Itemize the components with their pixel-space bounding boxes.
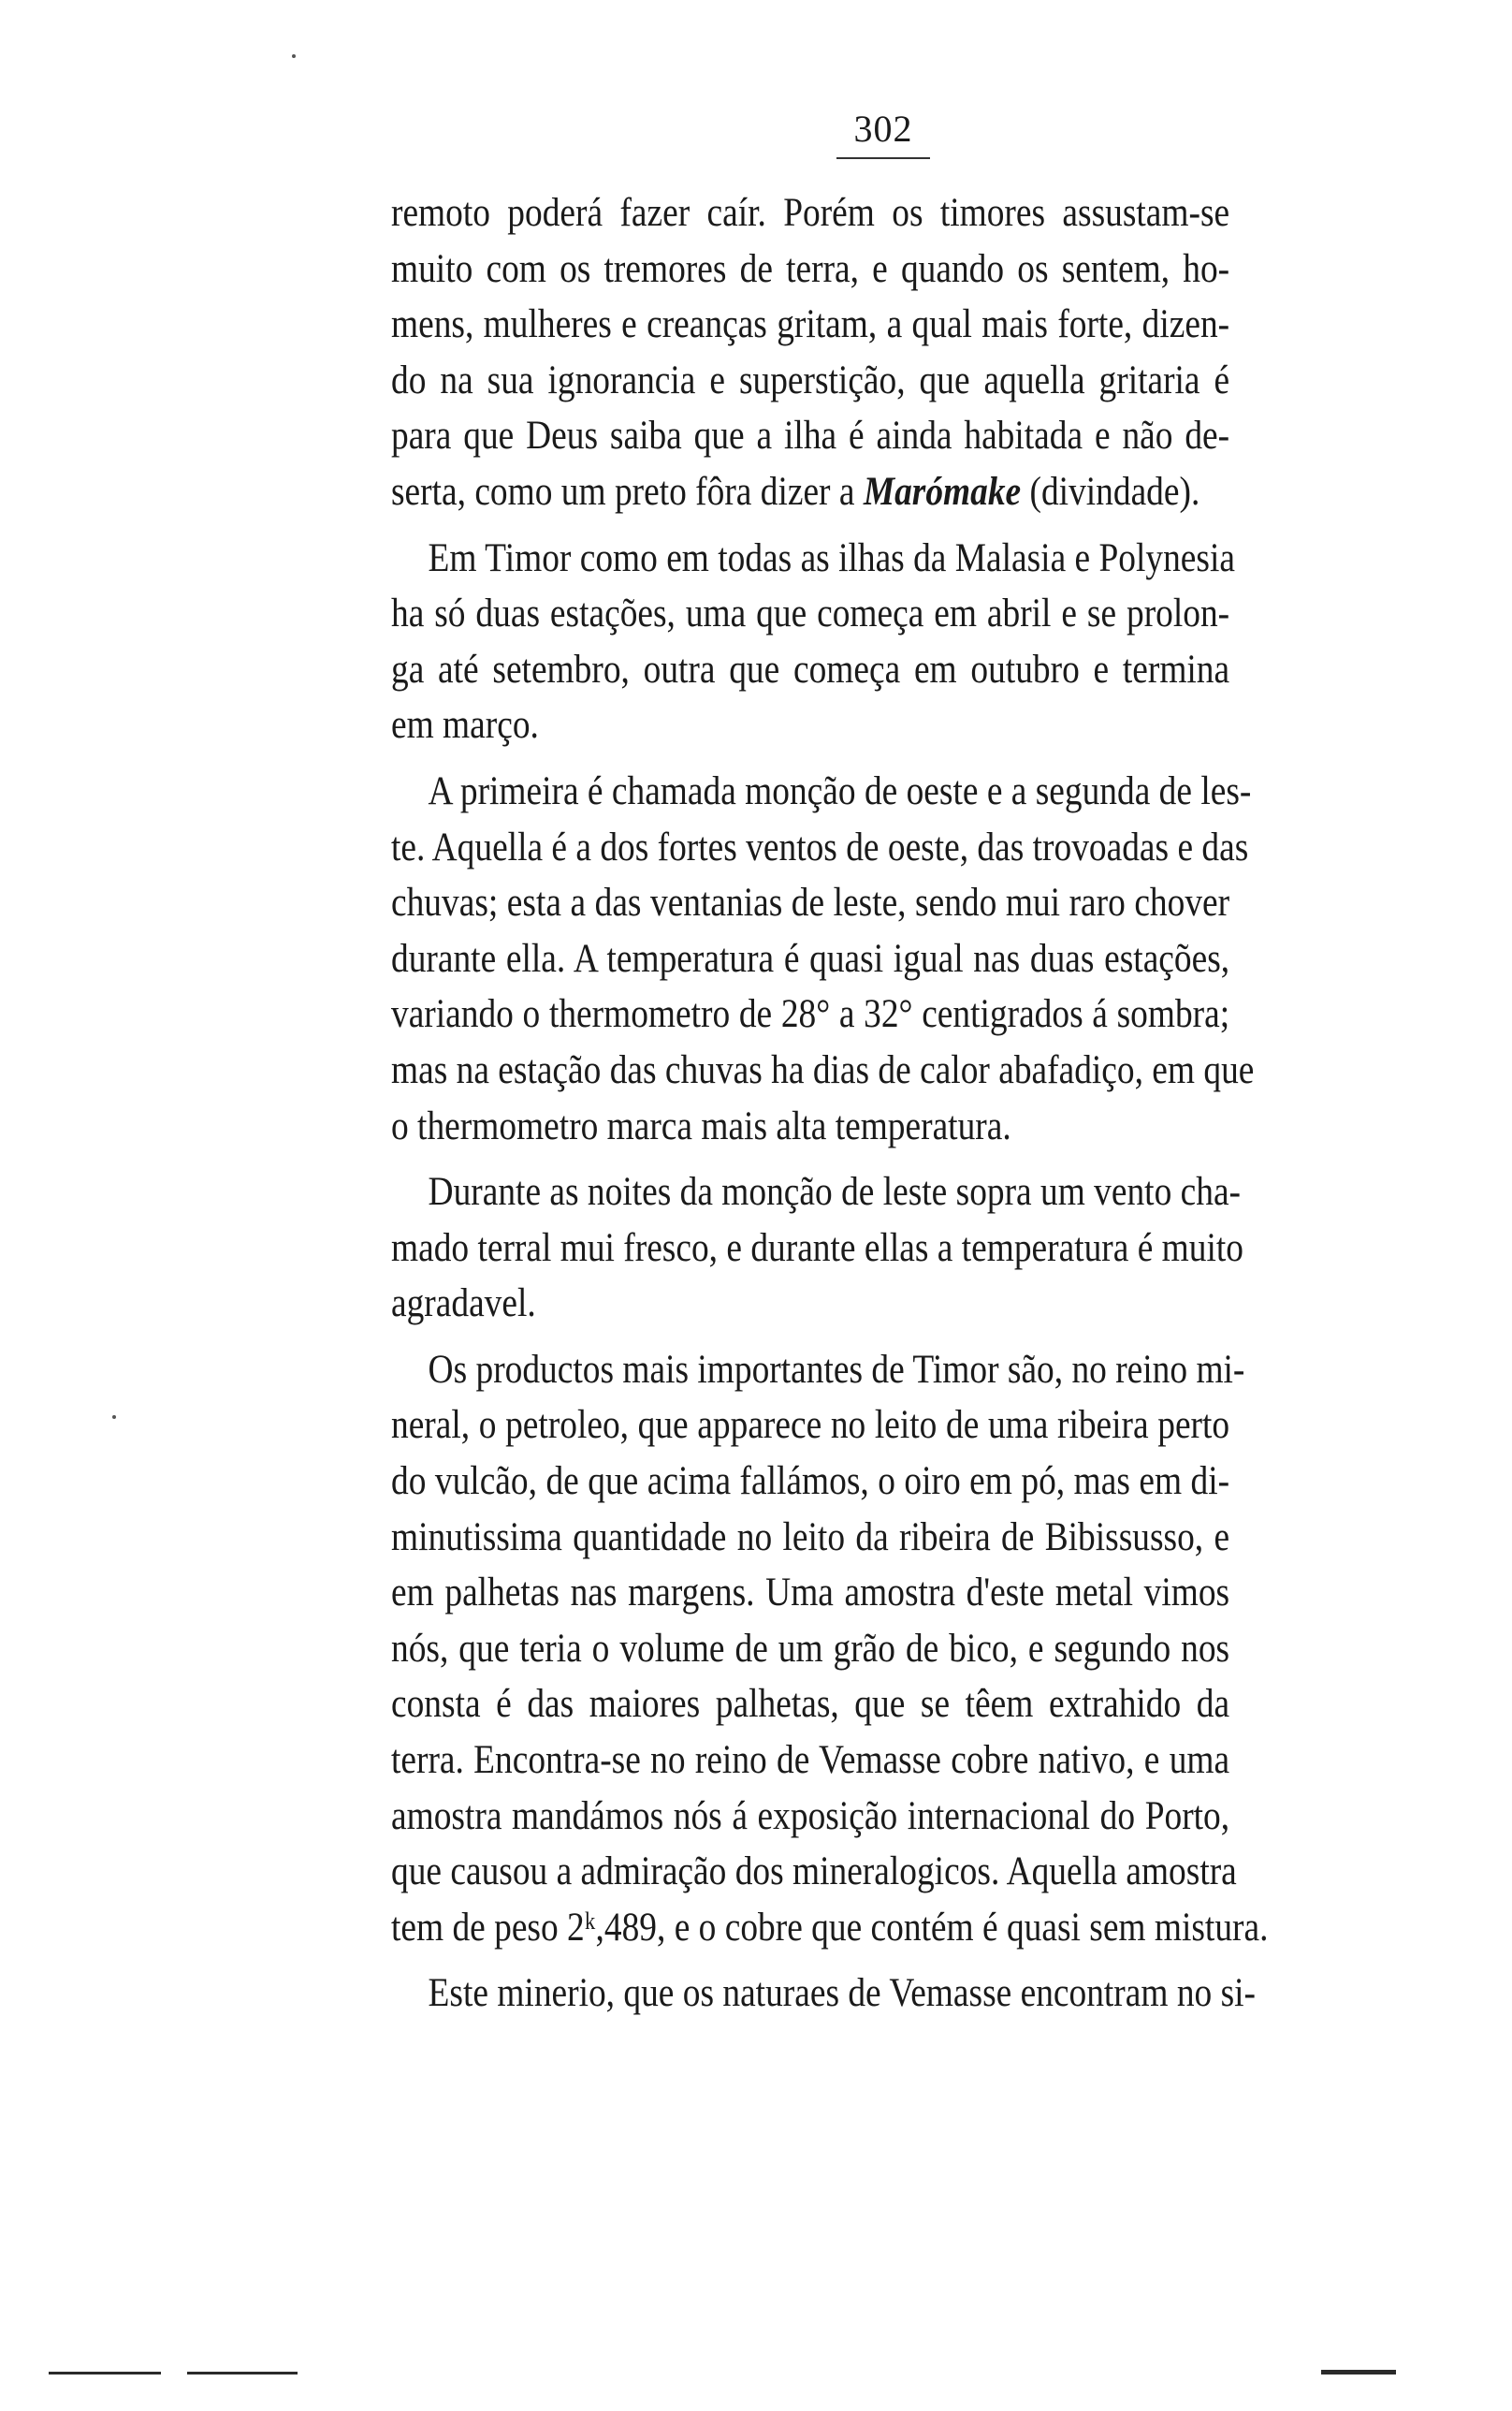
text-fragment: serta, como um preto fôra dizer a — [391, 468, 864, 514]
text-line: ga até setembro, outra que começa em outubro e termina — [391, 646, 1230, 692]
italic-term: Marómake — [863, 468, 1022, 514]
text-line: o thermometro marca mais alta temperatura. — [391, 1103, 1011, 1148]
text-line: Em Timor como em todas as ilhas da Malasia e Polynesia — [428, 534, 1235, 580]
text-line: variando o thermometro de 28° a 32° centigrados á sombra; — [391, 991, 1230, 1037]
paragraph — [391, 185, 1229, 520]
footer-rule — [1321, 2370, 1396, 2374]
paragraph — [391, 1342, 1269, 1956]
footer-rule — [187, 2372, 298, 2374]
text-line: Os productos mais importantes de Timor são, no reino mi- — [428, 1346, 1245, 1392]
paragraph — [391, 1965, 1257, 2022]
text-line — [391, 464, 1229, 520]
text-line: mado terral mui fresco, e durante ellas a temperatura é muito — [391, 1224, 1243, 1270]
text-line: chuvas; esta a das ventanias de leste, sendo mui raro chover — [391, 880, 1230, 926]
text-line: nós, que teria o volume de um grão de bico, e segundo nos — [391, 1625, 1230, 1671]
text-line: neral, o petroleo, que apparece no leito de uma ribeira perto — [391, 1402, 1230, 1448]
text-fragment: (divindade). — [1021, 468, 1200, 514]
text-line: te. Aquella é a dos fortes ventos de oeste, das trovoadas e das — [391, 824, 1249, 869]
paragraph — [391, 1164, 1243, 1332]
page-number-rule — [836, 157, 930, 159]
text-line: Durante as noites da monção de leste sopra um vento cha- — [428, 1169, 1242, 1215]
scan-speck — [112, 1415, 116, 1419]
text-line: A primeira é chamada monção de oeste e a segunda de les- — [428, 767, 1252, 813]
paragraph — [391, 531, 1235, 753]
text-line: agradavel. — [391, 1280, 536, 1326]
text-line: durante ella. A temperatura é quasi igual nas duas estações, — [391, 935, 1230, 981]
text-line: tem de peso 2ᵏ,489, e o cobre que contém é quasi sem mistura. — [391, 1904, 1269, 1950]
text-line: Este minerio, que os naturaes de Vemasse encontram no si- — [428, 1970, 1257, 2016]
text-line: muito com os tremores de terra, e quando os sentem, ho- — [391, 245, 1230, 291]
text-line: para que Deus saiba que a ilha é ainda habitada e não de- — [391, 413, 1230, 459]
page-number: 302 — [853, 108, 913, 150]
footer-rule — [49, 2372, 161, 2374]
text-line: que causou a admiração dos mineralogicos. Aquella amostra — [391, 1848, 1237, 1894]
body-text — [391, 185, 1269, 2022]
text-line: em março. — [391, 702, 539, 748]
text-line: do na sua ignorancia e superstição, que aquella gritaria é — [391, 357, 1230, 402]
text-line: ha só duas estações, uma que começa em abril e se prolon- — [391, 591, 1230, 636]
text-line: remoto poderá fazer caír. Porém os timores assustam-se — [391, 190, 1230, 235]
text-line: do vulcão, de que acima fallámos, o oiro em pó, mas em di- — [391, 1458, 1230, 1504]
text-line: amostra mandámos nós á exposição internacional do Porto, — [391, 1792, 1230, 1838]
paragraph — [391, 764, 1255, 1154]
text-line: mens, mulheres e creanças gritam, a qual mais forte, dizen- — [391, 301, 1230, 347]
text-line: mas na estação das chuvas ha dias de calor abafadiço, em que — [391, 1046, 1255, 1092]
text-line: em palhetas nas margens. Uma amostra d'este metal vimos — [391, 1570, 1230, 1615]
text-line: minutissima quantidade no leito da ribeira de Bibissusso, e — [391, 1513, 1230, 1559]
text-line: consta é das maiores palhetas, que se têem extrahido da — [391, 1681, 1230, 1727]
text-line: terra. Encontra-se no reino de Vemasse cobre nativo, e uma — [391, 1737, 1230, 1783]
scan-speck — [292, 54, 296, 58]
